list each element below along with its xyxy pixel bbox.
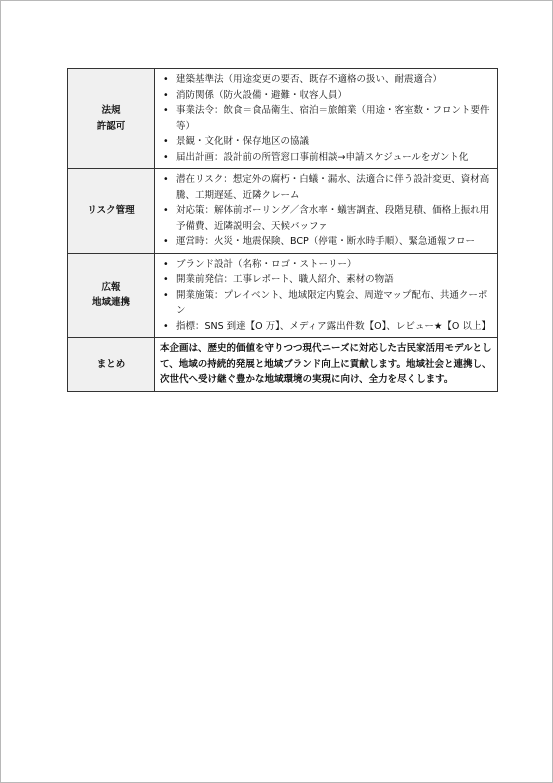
bullet-list	[160, 257, 494, 335]
row-label-pr	[68, 253, 155, 338]
table-row	[68, 69, 498, 169]
row-label-text: まとめ	[96, 358, 126, 370]
row-content-pr	[155, 253, 498, 338]
row-label-text: 許認可	[96, 120, 126, 132]
row-label-regulations	[68, 69, 155, 169]
list-item: • 開業施策：プレイベント、地域限定内覧会、周遊マップ配布、共通クーポン	[160, 288, 494, 319]
row-label-risk	[68, 169, 155, 254]
bullet-list	[160, 172, 494, 250]
row-content-regulations	[155, 69, 498, 169]
row-content-risk	[155, 169, 498, 254]
list-item: • 指標：SNS 到達【O 万】、メディア露出件数【O】、レビュー★【O 以上】	[160, 319, 494, 335]
list-item: • 消防関係（防火設備・避難・収容人員）	[160, 88, 494, 104]
list-item: • 届出計画：設計前の所管窓口事前相談→申請スケジュールをガント化	[160, 150, 494, 166]
row-label-text: リスク管理	[87, 205, 135, 216]
plan-table	[67, 68, 498, 392]
row-label-text: 地域連携	[91, 297, 130, 309]
list-item: • ブランド設計（名称・ロゴ・ストーリー）	[160, 257, 494, 273]
table-row	[68, 338, 498, 392]
table-row	[68, 169, 498, 254]
list-item: • 対応策：解体前ボーリング／含水率・蟻害調査、段階見積、価格上振れ用予備費、近隣説明会、天候バッファ	[160, 203, 494, 234]
table-row	[68, 253, 498, 338]
summary-paragraph: 本企画は、歴史的価値を守りつつ現代ニーズに対応した古民家活用モデルとして、地域の持続的発展と地域ブランド向上に貢献します。地域社会と連携し、次世代へ受け継ぐ豊かな地域環境の実現に向け、全力を尽くします。	[160, 343, 492, 385]
bullet-list	[160, 72, 494, 165]
list-item: • 運営時：火災・地震保険、BCP（停電・断水時手順）、緊急通報フロー	[160, 234, 494, 250]
row-label-text: 法規	[101, 105, 121, 116]
list-item: • 事業法令：飲食＝食品衛生、宿泊＝旅館業（用途・客室数・フロント要件 等）	[160, 103, 494, 134]
list-item: • 潜在リスク：想定外の腐朽・白蟻・漏水、法適合に伴う設計変更、資材高騰、工期遅延、近隣クレーム	[160, 172, 494, 203]
list-item: • 景観・文化財・保存地区の協議	[160, 134, 494, 150]
list-item: • 建築基準法（用途変更の要否、既存不適格の扱い、耐震適合）	[160, 72, 494, 88]
row-label-text: 広報	[101, 281, 121, 293]
list-item: • 開業前発信：工事レポート、職人紹介、素材の物語	[160, 272, 494, 288]
row-label-summary	[68, 338, 155, 392]
row-content-summary	[155, 338, 498, 392]
